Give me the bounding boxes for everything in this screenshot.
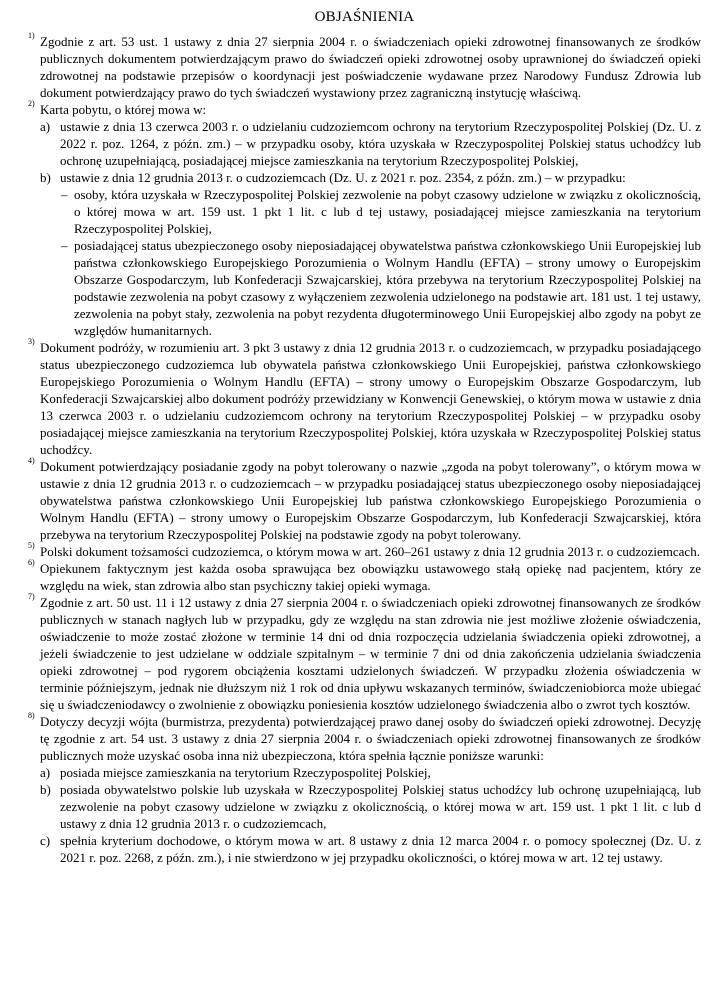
footnote-marker: 6) [28, 558, 35, 567]
subitem-label: b) [40, 782, 51, 797]
subitem-text: ustawie z dnia 12 grudnia 2013 r. o cudzoziemcach (Dz. U. z 2021 r. poz. 2354, z późn. zm.) – w przypadku: [60, 170, 626, 185]
footnote-text: Opiekunem faktycznym jest każda osoba sprawująca bez obowiązku ustawowego stałą opiekę nad pacjentem, który ze względu na wiek, stan zdrowia albo stan psychiczny takiej opieki wymaga. [40, 561, 701, 593]
footnote-marker: 5) [28, 541, 35, 550]
subitem-text: ustawie z dnia 13 czerwca 2003 r. o udzielaniu cudzoziemcom ochrony na terytorium Rzeczypospolitej Polskiej (Dz. U. z 2022 r. poz. 1264, z późn. zm.) – w przypadku osoby, która uzyskała w Rzeczypospolitej Polskiej status uchodźcy lub ochronę uzupełniającą, posiadającej miejsce zamieszkania na terytorium Rzeczypospolitej Polskiej, [60, 119, 701, 168]
footnote-marker: 4) [28, 456, 35, 465]
footnote [28, 458, 701, 543]
footnote-text: Zgodnie z art. 53 ust. 1 ustawy z dnia 27 sierpnia 2004 r. o świadczeniach opieki zdrowotnej finansowanych ze środków publicznych dokumentem potwierdzającym prawo do świadczeń opieki zdrowotnej osoby uprawnionej do świadczeń opieki zdrowotnej na podstawie przepisów o koordynacji jest poświadczenie wydawane przez Narodowy Fundusz Zdrowia lub dokument potwierdzający prawo do tych świadczeń wystawiony przez zagraniczną instytucję właściwą. [40, 34, 701, 100]
footnote [28, 594, 701, 713]
footnote-marker: 2) [28, 99, 35, 108]
dash-item [28, 237, 701, 339]
footnote [28, 33, 701, 101]
footnote-marker: 7) [28, 592, 35, 601]
dash-marker: – [61, 238, 68, 253]
footnotes-list [28, 33, 701, 866]
footnote [28, 101, 701, 118]
subitem-text: posiada miejsce zamieszkania na terytorium Rzeczypospolitej Polskiej, [60, 765, 431, 780]
footnote-text: Polski dokument tożsamości cudzoziemca, o którym mowa w art. 260–261 ustawy z dnia 12 grudnia 2013 r. o cudzoziemcach. [40, 544, 700, 559]
subitem-label: a) [40, 119, 51, 134]
footnote [28, 543, 701, 560]
footnote [28, 560, 701, 594]
footnote [28, 713, 701, 764]
footnote-text: Karta pobytu, o której mowa w: [40, 102, 207, 117]
subitem-label: a) [40, 765, 51, 780]
footnote-text: Dotyczy decyzji wójta (burmistrza, prezydenta) potwierdzającej prawo danej osoby do świadczeń opieki zdrowotnej. Decyzję tę zgodnie z art. 54 ust. 3 ustawy z dnia 27 sierpnia 2004 r. o świadczeniach opieki zdrowotnej finansowanych ze środków publicznych może uzyskać osoba inna niż ubezpieczona, która spełnia łącznie poniższe warunki: [40, 714, 701, 763]
footnote-subitem [28, 169, 701, 186]
subitem-label: b) [40, 170, 51, 185]
footnote-text: Zgodnie z art. 50 ust. 11 i 12 ustawy z dnia 27 sierpnia 2004 r. o świadczeniach opieki zdrowotnej finansowanych ze środków publicznych w stanach nagłych lub w przypadku, gdy ze względu na stan zdrowia nie jest możliwe złożenie oświadczenia, oświadczenie to może zostać złożone w terminie 14 dni od dnia rozpoczęcia udzielania świadczenia opieki zdrowotnej, a jeżeli świadczenie to jest udzielane w oddziale szpitalnym – w terminie 7 dni od dnia zakończenia udzielania świadczenia opieki zdrowotnej – pod rygorem obciążenia kosztami udzielonych świadczeń. W przypadku złożenia oświadczenia w terminie późniejszym, jednak nie dłuższym niż 1 rok od dnia upływu wskazanych terminów, świadczeniobiorca może ubiegać się u świadczeniodawcy o zwolnienie z obowiązku poniesienia kosztów udzielonego świadczenia albo o zwrot tych kosztów. [40, 595, 701, 712]
footnote-subitem [28, 764, 701, 781]
dash-item-text: osoby, która uzyskała w Rzeczypospolitej Polskiej zezwolenie na pobyt czasowy udzielone w związku z okolicznością, o której mowa w art. 159 ust. 1 pkt 1 lit. c lub d tej ustawy, posiadającej miejsce zamieszkania na terytorium Rzeczypospolitej Polskiej, [74, 187, 701, 236]
footnote-marker: 1) [28, 31, 35, 40]
footnote-subitem [28, 781, 701, 832]
dash-marker: – [61, 187, 68, 202]
subitem-text: spełnia kryterium dochodowe, o którym mowa w art. 8 ustawy z dnia 12 marca 2004 r. o pomocy społecznej (Dz. U. z 2021 r. poz. 2268, z późn. zm.), i nie stwierdzono w jej przypadku okoliczności, o której mowa w art. 12 tej ustawy. [60, 833, 701, 865]
footnote-subitem [28, 118, 701, 169]
footnote-text: Dokument podróży, w rozumieniu art. 3 pkt 3 ustawy z dnia 12 grudnia 2013 r. o cudzoziemcach, w przypadku posiadającego status ubezpieczonego cudzoziemca lub obywatela państwa członkowskiego Unii Europejskiej, państwa członkowskiego Europejskiego Porozumienia o Wolnym Handlu (EFTA) – strony umowy o Europejskim Obszarze Gospodarczym, lub Konfederacji Szwajcarskiej albo dokument podróży przewidziany w Konwencji Genewskiej, o którym mowa w ustawie z dnia 13 czerwca 2003 r. o udzielaniu cudzoziemcom ochrony na terytorium Rzeczypospolitej Polskiej – w przypadku osoby posiadającej miejsce zamieszkania na terytorium Rzeczypospolitej Polskiej, która uzyskała w Rzeczypospolitej Polskiej status uchodźcy. [40, 340, 701, 457]
footnote-subitem [28, 832, 701, 866]
dash-item-text: posiadającej status ubezpieczonego osoby nieposiadającej obywatelstwa państwa członkowskiego Unii Europejskiej lub państwa członkowskiego Europejskiego Porozumienia o Wolnym Handlu (EFTA) – strony umowy o Europejskim Obszarze Gospodarczym, lub Konfederacji Szwajcarskiej, która przebywa na terytorium Rzeczypospolitej Polskiej na podstawie zezwolenia na pobyt czasowy z wyłączeniem zezwolenia udzielonego na podstawie art. 181 ust. 1 tej ustawy, zezwolenia na pobyt stały, zezwolenia na pobyt rezydenta długoterminowego Unii Europejskiej albo zgody na pobyt ze względów humanitarnych. [74, 238, 701, 338]
footnote-marker: 3) [28, 337, 35, 346]
footnote-text: Dokument potwierdzający posiadanie zgody na pobyt tolerowany o nazwie „zgoda na pobyt tolerowany”, o którym mowa w ustawie z dnia 12 grudnia 2013 r. o cudzoziemcach – w przypadku posiadającej status ubezpieczonego osoby nieposiadającej obywatelstwa państwa członkowskiego Unii Europejskiej lub państwa członkowskiego Europejskiego Porozumienia o Wolnym Handlu (EFTA) – strony umowy o Europejskim Obszarze Gospodarczym, lub Konfederacji Szwajcarskiej, która przebywa na terytorium Rzeczypospolitej Polskiej na podstawie zgody na pobyt tolerowany. [40, 459, 701, 542]
subitem-text: posiada obywatelstwo polskie lub uzyskała w Rzeczypospolitej Polskiej status uchodźcy lub ochronę uzupełniającą, lub zezwolenie na pobyt czasowy udzielone w związku z okolicznością, o której mowa w art. 159 ust. 1 pkt 1 lit. c lub d ustawy z dnia 12 grudnia 2013 r. o cudzoziemcach, [60, 782, 701, 831]
subitem-label: c) [40, 833, 51, 848]
dash-item [28, 186, 701, 237]
footnote-marker: 8) [28, 711, 35, 720]
footnote [28, 339, 701, 458]
page-title: OBJAŚNIENIA [314, 9, 415, 25]
